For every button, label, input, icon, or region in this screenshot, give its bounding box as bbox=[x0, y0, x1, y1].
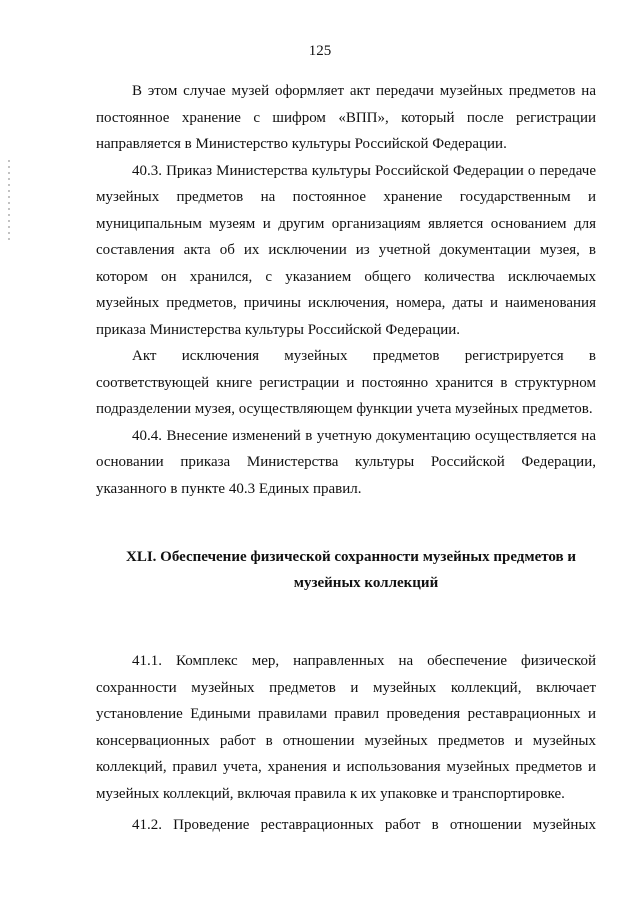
paragraph: 41.1. Комплекс мер, направленных на обеспечение физической сохранности музейных предметов и музейных коллекций, включает установление Едиными правилами правил проведения реставрационных и консервационных работ в отношении музейных предметов и музейных коллекций, правил учета, хранения и использования музейных предметов и музейных коллекций, включая правила к их упаковке и транспортировке. bbox=[96, 653, 596, 802]
paragraph: 40.3. Приказ Министерства культуры Российской Федерации о передаче музейных предметов на постоянное хранение государственным и муниципальным музеям и другим организациям является основанием для составления акта об их исключении из учетной документации музея, в котором он хранился, с указанием общего количества исключаемых музейных предметов, причины исключения, номера, даты и наименования приказа Министерства культуры Российской Федерации. bbox=[96, 162, 596, 338]
section-heading-line-1: XLI. Обеспечение физической сохранности музейных предметов и bbox=[126, 549, 577, 565]
body-text-bottom bbox=[96, 648, 596, 839]
section-heading-line-2: музейных коллекций bbox=[293, 575, 439, 591]
page-number: 125 bbox=[308, 43, 332, 59]
paragraph: 41.2. Проведение реставрационных работ в отношении музейных bbox=[132, 817, 596, 833]
paragraph: В этом случае музей оформляет акт передачи музейных предметов на постоянное хранение с шифром «ВПП», который после регистрации направляется в Министерство культуры Российской Федерации. bbox=[96, 83, 596, 152]
section-heading bbox=[96, 544, 596, 596]
scan-artifact bbox=[8, 160, 10, 240]
paragraph: 40.4. Внесение изменений в учетную документацию осуществляется на основании приказа Министерства культуры Российской Федерации, указанного в пункте 40.3 Единых правил. bbox=[96, 427, 596, 497]
paragraph: Акт исключения музейных предметов регистрируется в соответствующей книге регистрации и постоянно хранится в структурном подразделении музея, осуществляющем функции учета музейных предметов. bbox=[96, 348, 596, 417]
body-text-top bbox=[96, 78, 596, 502]
